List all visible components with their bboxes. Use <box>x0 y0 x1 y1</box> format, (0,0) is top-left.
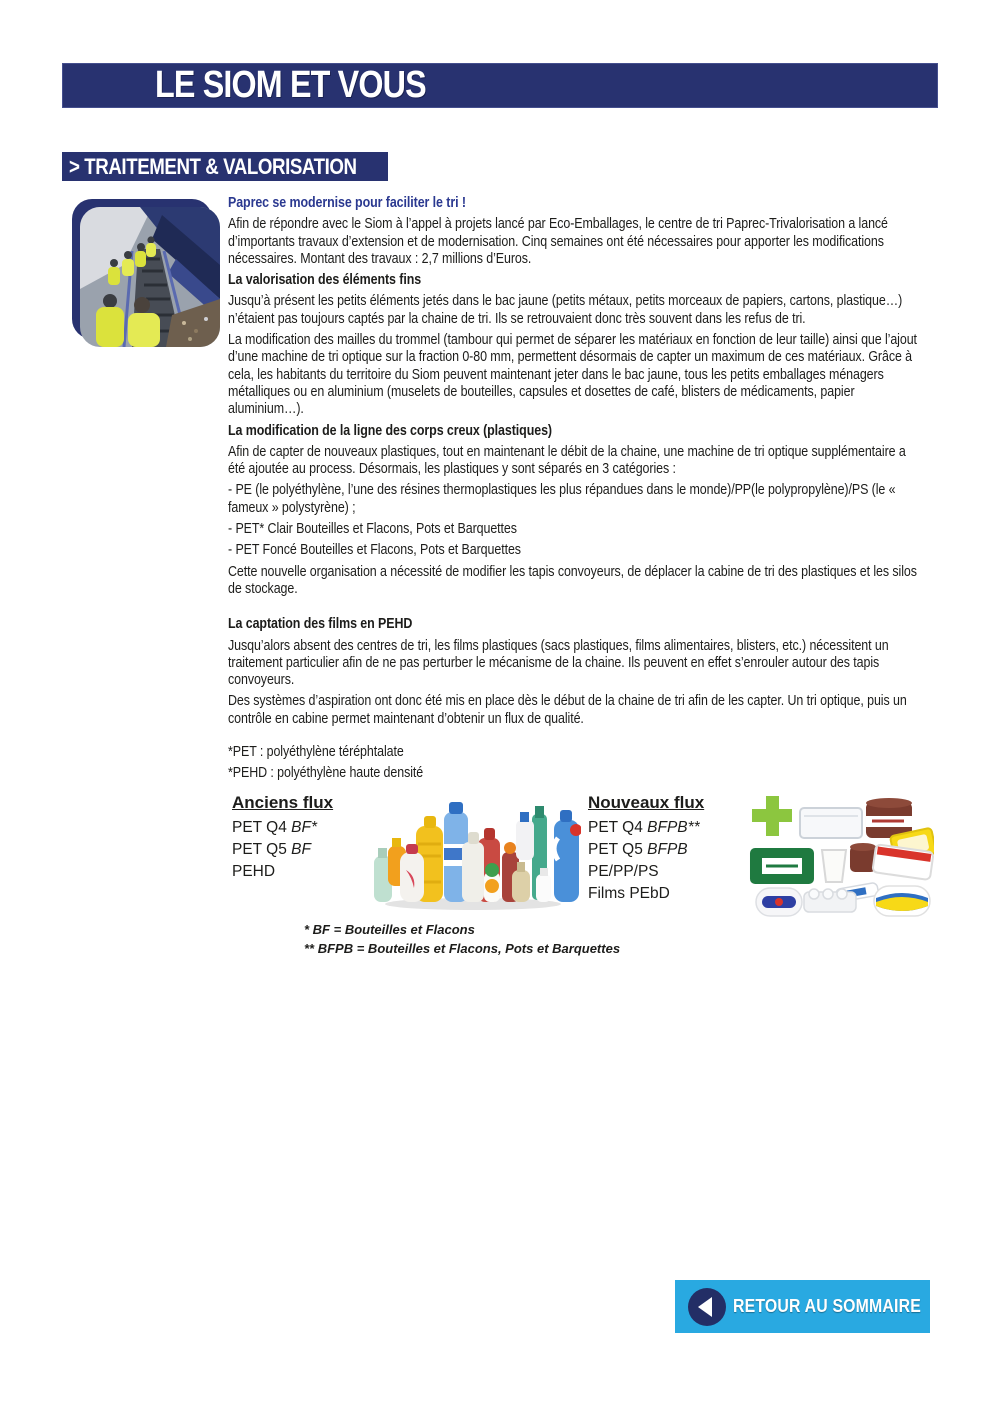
section-banner <box>62 152 388 181</box>
flux-item <box>232 861 333 883</box>
paragraph: Jusqu’alors absent des centres de tri, les films plastiques (sacs plastiques, films alimentaires, blisters, etc.) nécessitent un traitement particulier afin de ne pas perturber le mécanisme de la chaine. Ils peuvent en effet s’enrouler autour des tapis convoyeurs. <box>228 636 889 689</box>
back-icon <box>688 1288 726 1326</box>
paragraph: Cette nouvelle organisation a nécessité de modifier les tapis convoyeurs, de déplacer la cabine de tri des plastiques et les silos de stockage. <box>228 562 917 597</box>
nouveaux-flux-column <box>588 794 704 905</box>
flux-item-text: PEHD <box>231 862 276 880</box>
spacer <box>228 601 925 615</box>
sorting-facility-photo-graphic <box>80 207 220 347</box>
article-body <box>228 194 925 964</box>
subheading: La captation des films en PEHD <box>228 615 413 633</box>
paragraph: - PET* Clair Bouteilles et Flacons, Pots et Barquettes <box>228 520 517 538</box>
spacer <box>228 731 925 743</box>
flux-item <box>588 883 704 905</box>
flux-item <box>588 839 704 861</box>
article-heading: Paprec se modernise pour faciliter le tri ! <box>228 194 466 211</box>
flux-item-text: PET Q4 <box>231 818 292 836</box>
flux-item-text: PET Q4 <box>587 818 648 836</box>
plastic-packaging-image <box>744 790 934 926</box>
back-to-summary-button[interactable] <box>675 1280 930 1333</box>
footnote-pet: *PET : polyéthylène téréphtalate <box>228 743 404 761</box>
page-header-bar <box>62 63 938 108</box>
flux-item-text: PET Q5 <box>231 840 292 858</box>
paragraph: Afin de capter de nouveaux plastiques, tout en maintenant le débit de la chaine, une machine de tri optique supplémentaire a été ajoutée au process. Désormais, les plastiques y sont séparés en 3 catégories : <box>228 442 906 478</box>
page-title: LE SIOM ET VOUS <box>155 64 426 106</box>
subheading: La valorisation des éléments fins <box>228 271 422 289</box>
footnote-bfpb: ** BFPB = Bouteilles et Flacons, Pots et Barquettes <box>303 940 621 956</box>
flux-item-italic: BF* <box>291 818 317 836</box>
paragraph: Des systèmes d’aspiration ont donc été mis en place dès le début de la chaine de tri afin de les capter. Un tri optique, puis un contrôle en cabine permet maintenant d’obtenir un flux de qualité. <box>228 692 907 727</box>
flux-item <box>588 817 704 839</box>
flux-item-italic: BF <box>291 840 311 858</box>
footnote-pehd: *PEHD : polyéthylène haute densité <box>228 764 424 782</box>
footnote-bf: * BF = Bouteilles et Flacons <box>303 921 475 937</box>
flux-item-italic: BFPB** <box>647 818 700 836</box>
plastic-bottles-image <box>366 786 581 918</box>
paragraph: Jusqu’à présent les petits éléments jetés dans le bac jaune (petits métaux, petits morceaux de papiers, cartons, plastique…) n’étaient pas toujours captés par la chaine de tri. Ils se retrouvaient donc très souvent dans les refus de tri. <box>228 292 903 327</box>
paragraph: - PET Foncé Bouteilles et Flacons, Pots et Barquettes <box>228 541 521 559</box>
flux-item-text: PET Q5 <box>587 840 648 858</box>
nouveaux-flux-title: Nouveaux flux <box>587 792 705 812</box>
flux-item <box>232 817 333 839</box>
subheading: La modification de la ligne des corps creux (plastiques) <box>228 421 552 439</box>
flux-item <box>232 839 333 861</box>
flux-item-text: PE/PP/PS <box>587 862 659 880</box>
sorting-facility-photo <box>72 199 220 347</box>
flux-comparison-section <box>228 792 925 964</box>
flux-footnotes <box>304 920 620 958</box>
back-button-label: RETOUR AU SOMMAIRE <box>733 1296 921 1316</box>
paragraph: La modification des mailles du trommel (tambour qui permet de séparer les matériaux en fonction de leur taille) ainsi que l’ajout d’une machine de tri optique sur la fraction 0-80 mm, permettent désormais de capter un maximum de ces matériaux. Grâce à cela, les habitants du territoire du Siom peuvent maintenant jeter dans le bac jaune, tous les petits emballages ménagers métalliques ou en aluminium (muselets de bouteilles, capsules et dosettes de café, blisters de médicaments, papier aluminium…). <box>228 331 917 418</box>
flux-item-italic: BFPB <box>647 840 688 858</box>
flux-item-text: Films PEbD <box>587 884 670 902</box>
section-banner-label: > TRAITEMENT & VALORISATION <box>69 153 357 179</box>
paragraph: - PE (le polyéthylène, l’une des résines thermoplastiques les plus répandues dans le monde)/PP(le polypropylène)/PS (le « fameux » polystyrène) ; <box>228 481 896 516</box>
anciens-flux-title: Anciens flux <box>231 792 334 812</box>
plus-icon <box>752 796 792 836</box>
paragraph: Afin de répondre avec le Siom à l’appel à projets lancé par Eco-Emballages, le centre de tri Paprec-Trivalorisation a lancé d’importants travaux d’extension et de modernisation. Cinq semaines ont été nécessaires pour apporter les modifications nécessaires. Montant des travaux : 2,7 millions d’Euros. <box>228 215 888 267</box>
flux-item <box>588 861 704 883</box>
anciens-flux-column <box>232 794 333 883</box>
